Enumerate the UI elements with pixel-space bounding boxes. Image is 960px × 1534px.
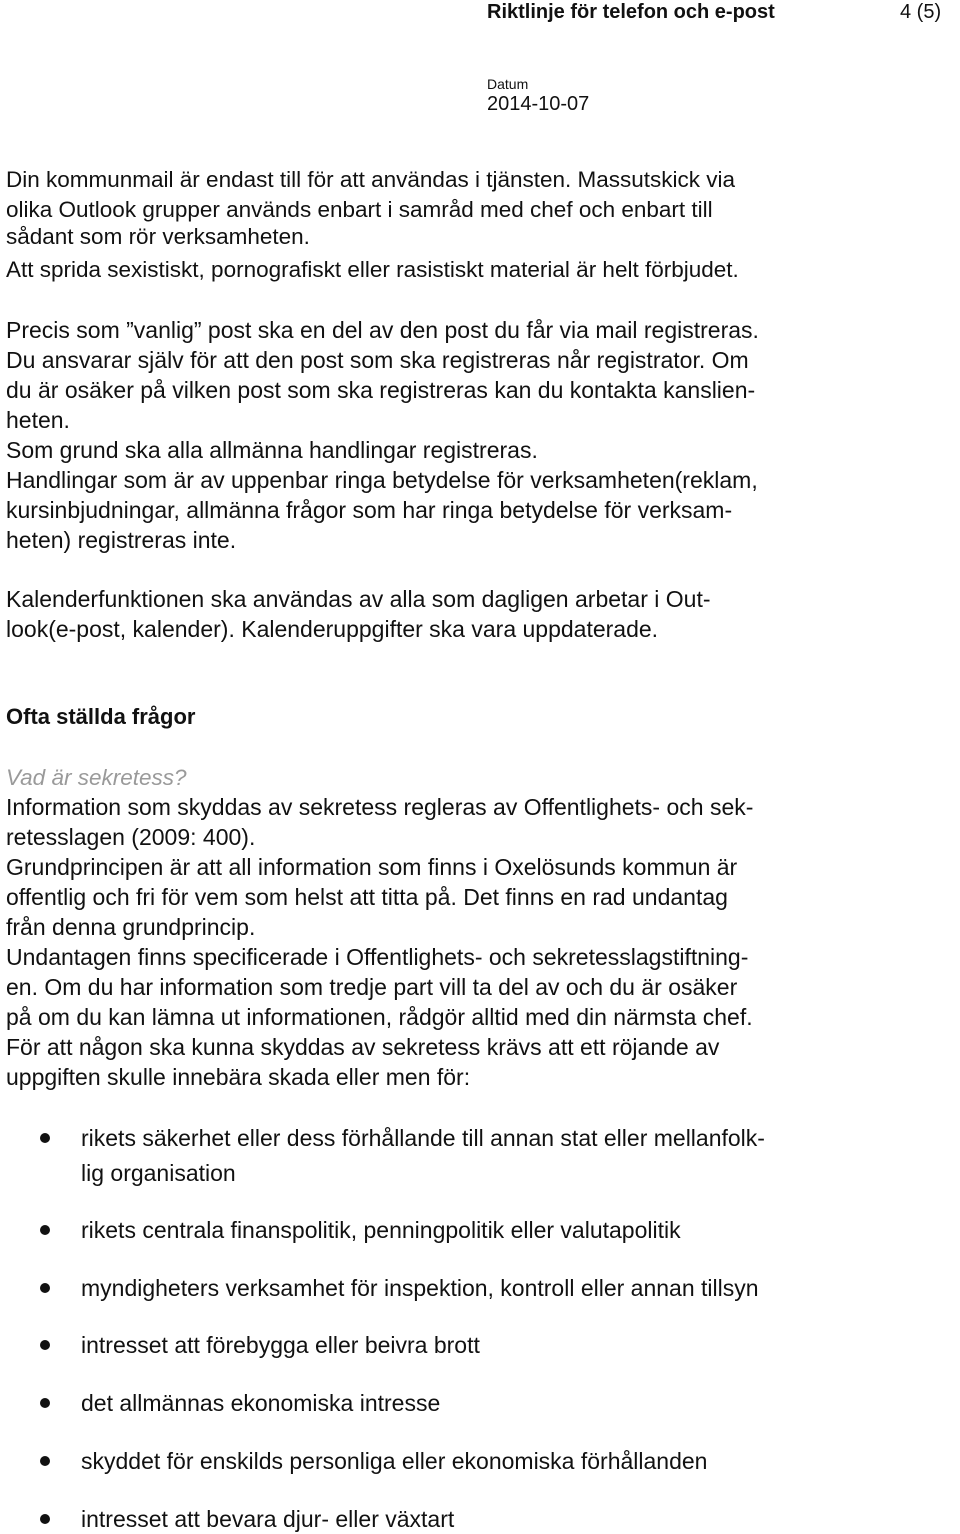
list-item-text: intresset att bevara djur- eller växtart [81, 1506, 455, 1532]
text-line: uppgiften skulle innebära skada eller men för: [6, 1064, 471, 1090]
text-line: Grundprincipen är att all information som finns i Oxelösunds kommun är [6, 854, 738, 880]
faq-question: Vad är sekretess? [6, 765, 187, 790]
list-item-text: rikets centrala finanspolitik, penningpolitik eller valutapolitik [81, 1217, 681, 1243]
text-line: heten. [6, 407, 70, 433]
list-item-text: lig organisation [81, 1160, 236, 1186]
text-line: Som grund ska alla allmänna handlingar registreras. [6, 437, 538, 463]
text-line: från denna grundprincip. [6, 914, 256, 940]
text-line: olika Outlook grupper används enbart i samråd med chef och enbart till [6, 197, 713, 222]
text-line: Kalenderfunktionen ska användas av alla som dagligen arbetar i Out- [6, 586, 711, 612]
faq-heading: Ofta ställda frågor [6, 704, 196, 729]
date-label: Datum [487, 76, 529, 92]
text-line: För att någon ska kunna skyddas av sekretess krävs att ett röjande av [6, 1034, 720, 1060]
list-item-text: rikets säkerhet eller dess förhållande till annan stat eller mellanfolk- [81, 1125, 765, 1151]
text-line: Handlingar som är av uppenbar ringa betydelse för verksamheten(reklam, [6, 467, 758, 493]
bullet-icon [40, 1133, 50, 1143]
date-value: 2014-10-07 [487, 93, 590, 115]
list-item-text: intresset att förebygga eller beivra brott [81, 1332, 480, 1358]
text-line: du är osäker på vilken post som ska registreras kan du kontakta kanslien- [6, 377, 756, 403]
list-item-text: myndigheters verksamhet för inspektion, kontroll eller annan tillsyn [81, 1275, 759, 1301]
document-title: Riktlinje för telefon och e-post [487, 1, 775, 23]
bullet-icon [40, 1456, 50, 1466]
page-number: 4 (5) [900, 1, 942, 23]
bullet-icon [40, 1225, 50, 1235]
bullet-icon [40, 1398, 50, 1408]
text-line: retesslagen (2009: 400). [6, 824, 256, 850]
text-line: Precis som ”vanlig” post ska en del av den post du får via mail registreras. [6, 317, 759, 343]
text-line: Din kommunmail är endast till för att användas i tjänsten. Massutskick via [6, 167, 736, 192]
text-line: Information som skyddas av sekretess regleras av Offentlighets- och sek- [6, 794, 754, 820]
bullet-icon [40, 1340, 50, 1350]
text-line: sådant som rör verksamheten. [6, 224, 310, 249]
text-line: på om du kan lämna ut informationen, rådgör alltid med din närmsta chef. [6, 1004, 753, 1030]
bullet-icon [40, 1514, 50, 1524]
bullet-icon [40, 1283, 50, 1293]
text-line: offentlig och fri för vem som helst att titta på. Det finns en rad undantag [6, 884, 728, 910]
text-line: look(e-post, kalender). Kalenderuppgifter ska vara uppdaterade. [6, 616, 659, 642]
text-line: Undantagen finns specificerade i Offentlighets- och sekretesslagstiftning- [6, 944, 749, 970]
list-item-text: skyddet för enskilds personliga eller ekonomiska förhållanden [81, 1448, 708, 1474]
text-line: heten) registreras inte. [6, 527, 237, 553]
text-line: Att sprida sexistiskt, pornografiskt eller rasistiskt material är helt förbjudet. [6, 257, 739, 282]
text-line: kursinbjudningar, allmänna frågor som har ringa betydelse för verksam- [6, 497, 733, 523]
text-line: en. Om du har information som tredje part vill ta del av och du är osäker [6, 974, 738, 1000]
list-item-text: det allmännas ekonomiska intresse [81, 1390, 441, 1416]
text-line: Du ansvarar själv för att den post som ska registreras når registrator. Om [6, 347, 749, 373]
